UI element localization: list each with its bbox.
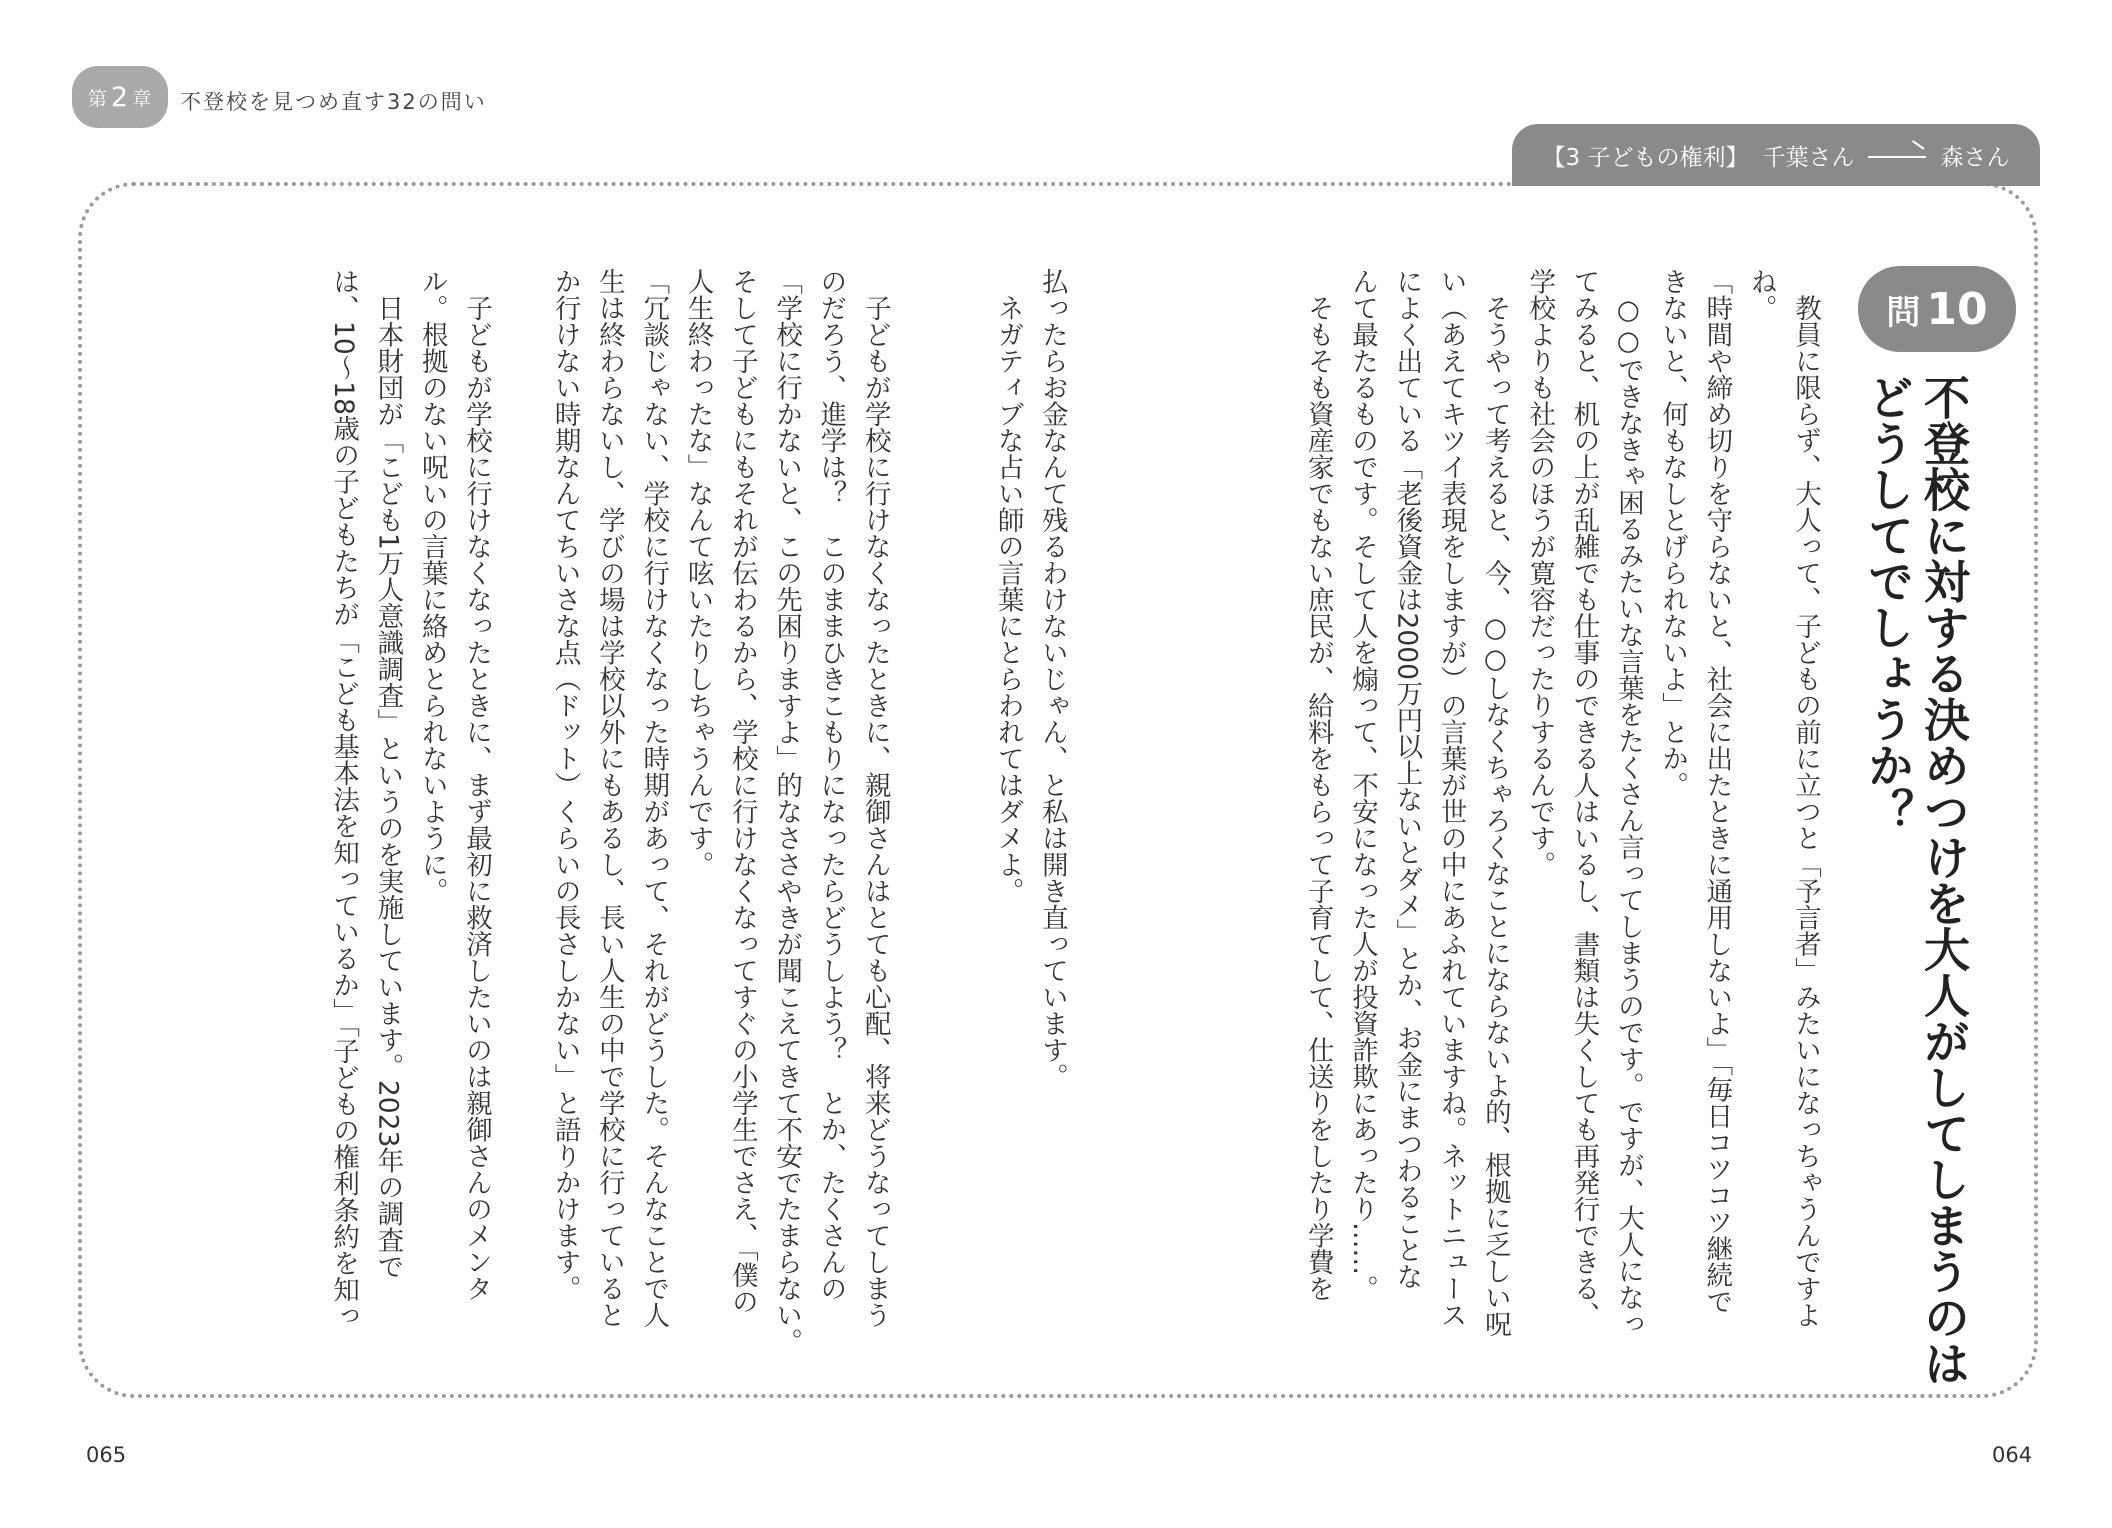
body-line: 学校よりも社会のほうが寛容だったりするんです。 bbox=[1524, 268, 1556, 878]
body-line: 日本財団が「こども1万人意識調査」というのを実施しています。2023年の調査で bbox=[372, 268, 404, 1280]
body-line: 「時間や締め切りを守らないと、社会に出たときに通用しないよ」「毎日コツコツ継続で bbox=[1701, 268, 1733, 1315]
body-line: てみると、机の上が乱雑でも仕事のできる人はいるし、書類は失くしても再発行できる、 bbox=[1568, 268, 1600, 1328]
section-to: 森さん bbox=[1940, 144, 2010, 171]
body-line: 「冗談じゃない、学校に行けなくなった時期があって、それがどうした。そんなことで人 bbox=[638, 268, 670, 1328]
body-line: 「学校に行かないと、この先困りますよ」的なささやきが聞こえてきて不安でたまらない。 bbox=[771, 268, 803, 1355]
body-line: きないと、何もなしとげられないよ」とか。 bbox=[1657, 268, 1689, 798]
body-line: そもそも資産家でもない庶民が、給料をもらって子育てして、仕送りをしたり学費を bbox=[1302, 268, 1334, 1302]
body-line: 生は終わらないし、学びの場は学校以外にもあるし、長い人生の中で学校に行っていると bbox=[593, 268, 625, 1328]
body-line: そして子どもにもそれが伝わるから、学校に行けなくなってすぐの小学生でさえ、「僕の bbox=[726, 268, 758, 1315]
page-number-right: 064 bbox=[1992, 1443, 2033, 1467]
body-line: は、10〜18歳の子どもたちが「こども基本法を知っているか」「子どもの権利条約を知っ bbox=[328, 268, 360, 1330]
body-line: 子どもが学校に行けなくなったときに、まず最初に救済したいのは親御さんのメンタ bbox=[461, 268, 492, 1302]
question-prefix: 問 bbox=[1886, 292, 1921, 333]
heading-line: どうしてでしょうか？ bbox=[1861, 374, 1915, 834]
body-line: 教員に限らず、大人って、子どもの前に立つと「予言者」みたいになっちゃうんですよ bbox=[1790, 268, 1821, 1328]
heading-line: 不登校に対する決めつけを大人がしてしまうのは bbox=[1917, 374, 1971, 1386]
question-badge bbox=[1858, 266, 2016, 352]
body-line: 払ったらお金なんて残るわけないじゃん、と私は開き直っています。 bbox=[1036, 268, 1068, 1090]
body-line: ね。 bbox=[1745, 268, 1777, 321]
arrow-icon bbox=[1868, 146, 1926, 164]
page-number-left: 065 bbox=[86, 1443, 127, 1467]
body-line: い（あえてキツイ表現をしますが）の言葉が世の中にあふれていますね。ネットニュース bbox=[1435, 268, 1467, 1328]
chapter-badge bbox=[72, 66, 168, 128]
body-line: か行けない時期なんてちいさな点（ドット）くらいの長さしかない」と語りかけます。 bbox=[549, 268, 581, 1302]
body-line: んて最たるものです。そして人を煽って、不安になった人が投資詐欺にあったり……。 bbox=[1347, 268, 1378, 1302]
body-line: ○○できなきゃ困るみたいな言葉をたくさん言ってしまうのです。ですが、大人になっ bbox=[1612, 268, 1644, 1337]
body-line: によく出ている「老後資金は2000万円以上ないとダメ」とか、お金にまつわることな bbox=[1391, 268, 1423, 1290]
chapter-label-pre: 第 bbox=[87, 87, 108, 110]
section-from: 千葉さん bbox=[1762, 144, 1855, 171]
body-line: ル。根拠のない呪いの言葉に絡めとられないように。 bbox=[416, 268, 448, 904]
chapter-title: 不登校を見つめ直す32の問い bbox=[180, 90, 487, 114]
section-label: 【3 子どもの権利】 bbox=[1542, 144, 1749, 171]
body-line: ネガティブな占い師の言葉にとらわれてはダメよ。 bbox=[992, 268, 1024, 904]
body-line: 子どもが学校に行けなくなったときに、親御さんはとても心配、将来どうなってしまう bbox=[859, 268, 891, 1328]
section-tab bbox=[1512, 124, 2040, 186]
chapter-number: 2 bbox=[110, 81, 130, 113]
body-line: 人生終わったな」なんて呟いたりしちゃうんです。 bbox=[682, 268, 714, 878]
body-line: のだろう、進学は？ このままひきこもりになったらどうしよう？ とか、たくさんの bbox=[815, 268, 847, 1302]
chapter-label-post: 章 bbox=[132, 87, 153, 110]
question-number: 10 bbox=[1926, 283, 1988, 335]
body-line: そうやって考えると、今、○○しなくちゃろくなことにならないよ的、根拠に乏しい呪 bbox=[1479, 268, 1511, 1337]
